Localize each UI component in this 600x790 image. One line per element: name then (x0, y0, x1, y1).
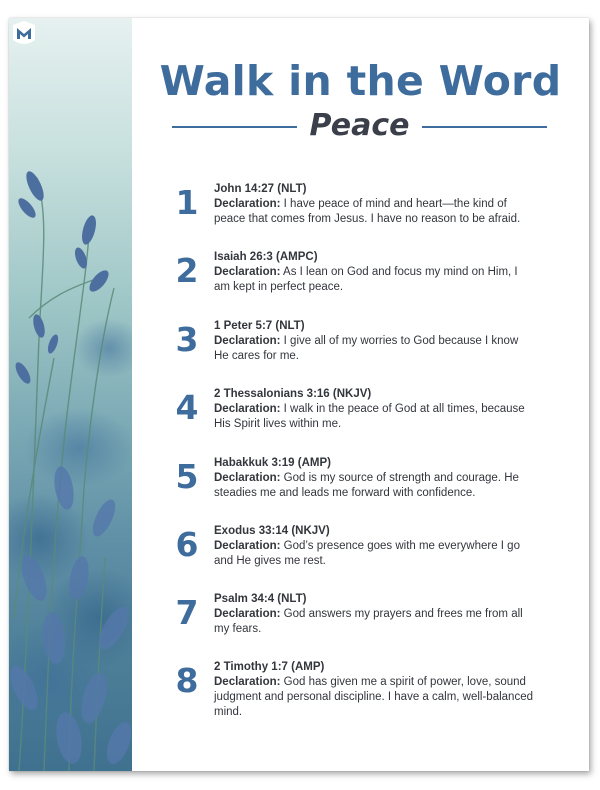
declaration-text: I walk in the peace of God at all times, because His Spirit lives within me. (214, 403, 525, 430)
page-title: Walk in the Word (159, 57, 562, 105)
page-subtitle: Peace (309, 108, 410, 143)
declaration-label: Declaration: (214, 335, 281, 347)
item-text (214, 456, 534, 501)
item-text (214, 524, 534, 569)
item-text (214, 182, 534, 227)
declaration-label: Declaration: (214, 676, 281, 688)
scripture-reference: John 14:27 (NLT) (214, 183, 307, 195)
declaration-label: Declaration: (214, 403, 281, 415)
item-number: 6 (175, 525, 199, 564)
content-area (132, 18, 589, 771)
item-text (214, 319, 534, 364)
subtitle-rule-right (422, 126, 547, 128)
declaration-label: Declaration: (214, 266, 281, 278)
item-text (214, 592, 534, 637)
scripture-reference: 1 Peter 5:7 (NLT) (214, 320, 305, 332)
declaration-text: God answers my prayers and frees me from all my fears. (214, 608, 523, 635)
ministry-logo-icon (9, 18, 39, 48)
declaration-text: God has given me a spirit of power, love, sound judgment and personal discipline. I have a calm, well-balanced mind. (214, 676, 533, 718)
item-number: 1 (175, 183, 199, 222)
scripture-reference: Habakkuk 3:19 (AMP) (214, 457, 331, 469)
item-number: 3 (175, 320, 199, 359)
item-text (214, 660, 534, 720)
declaration-label: Declaration: (214, 472, 281, 484)
declaration-label: Declaration: (214, 540, 281, 552)
scripture-reference: Isaiah 26:3 (AMPC) (214, 251, 318, 263)
item-number: 2 (175, 251, 199, 290)
declaration-label: Declaration: (214, 198, 281, 210)
item-number: 8 (175, 661, 199, 700)
lavender-photo-strip (9, 18, 132, 771)
item-text (214, 387, 534, 432)
declaration-text: God is my source of strength and courage. He steadies me and leads me forward with confidence. (214, 472, 519, 499)
item-text (214, 250, 534, 295)
scripture-reference: 2 Thessalonians 3:16 (NKJV) (214, 388, 372, 400)
declaration-text: I give all of my worries to God because I know He cares for me. (214, 335, 519, 362)
document-page (9, 18, 589, 771)
declaration-text: God’s presence goes with me everywhere I go and He gives me rest. (214, 540, 520, 567)
declaration-label: Declaration: (214, 608, 281, 620)
item-number: 5 (175, 457, 199, 496)
item-number: 4 (175, 388, 199, 427)
scripture-reference: Psalm 34:4 (NLT) (214, 593, 307, 605)
item-number: 7 (175, 593, 199, 632)
scripture-reference: 2 Timothy 1:7 (AMP) (214, 661, 325, 673)
subtitle-row (172, 106, 547, 146)
scripture-reference: Exodus 33:14 (NKJV) (214, 525, 330, 537)
declaration-text: As I lean on God and focus my mind on Him, I am kept in perfect peace. (214, 266, 518, 293)
lavender-illustration (9, 18, 132, 771)
declaration-text: I have peace of mind and heart—the kind of peace that comes from Jesus. I have no reason to be afraid. (214, 198, 521, 225)
